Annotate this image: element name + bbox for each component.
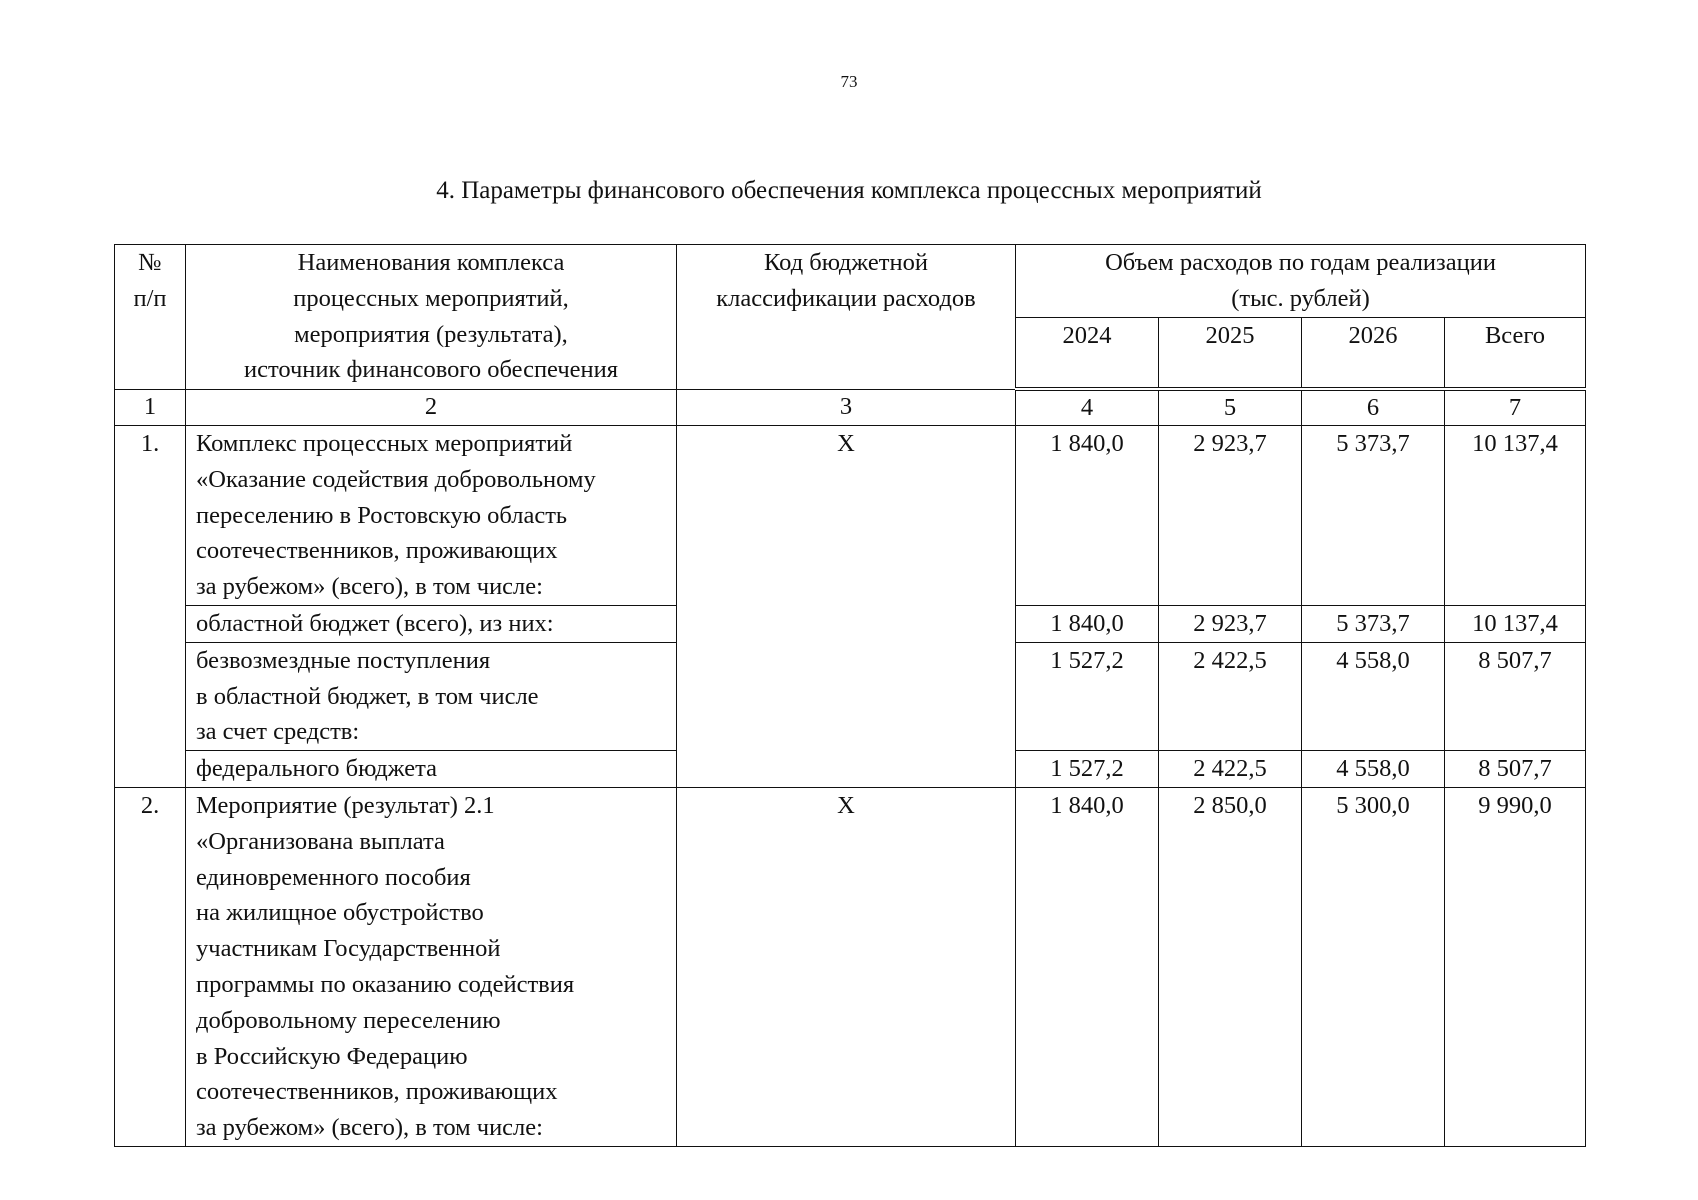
- column-number: 6: [1302, 389, 1445, 426]
- section-title: 4. Параметры финансового обеспечения комплекса процессных мероприятий: [436, 177, 1262, 204]
- header-year-2026: 2026: [1302, 317, 1445, 389]
- row-name: областной бюджет (всего), из них:: [186, 606, 677, 643]
- header-total: Всего: [1445, 317, 1586, 389]
- value-2026: 5 373,7: [1302, 426, 1445, 606]
- value-2026: 5 300,0: [1302, 788, 1445, 1147]
- column-number: 7: [1445, 389, 1586, 426]
- value-2026: 4 558,0: [1302, 642, 1445, 750]
- value-2024: 1 840,0: [1016, 788, 1159, 1147]
- value-2025: 2 422,5: [1159, 642, 1302, 750]
- header-year-2025: 2025: [1159, 317, 1302, 389]
- row-name: Комплекс процессных мероприятий «Оказание содействия добровольному переселению в Ростовскую область соотечественников, проживающих за рубежом» (всего), в том числе:: [186, 426, 677, 606]
- value-total: 10 137,4: [1445, 606, 1586, 643]
- header-budget-code: Код бюджетной классификации расходов: [677, 245, 1016, 390]
- value-2024: 1 840,0: [1016, 606, 1159, 643]
- value-total: 8 507,7: [1445, 642, 1586, 750]
- value-total: 8 507,7: [1445, 751, 1586, 788]
- value-2024: 1 840,0: [1016, 426, 1159, 606]
- budget-code: X: [677, 788, 1016, 1147]
- column-numbers-row: [115, 389, 1586, 426]
- value-2025: 2 923,7: [1159, 426, 1302, 606]
- row-name: безвозмездные поступления в областной бюджет, в том числе за счет средств:: [186, 642, 677, 750]
- value-total: 10 137,4: [1445, 426, 1586, 606]
- value-2025: 2 923,7: [1159, 606, 1302, 643]
- page-number: 73: [840, 72, 858, 91]
- column-number: 2: [186, 389, 677, 426]
- column-number: 3: [677, 389, 1016, 426]
- value-2025: 2 850,0: [1159, 788, 1302, 1147]
- header-number: № п/п: [115, 245, 186, 390]
- row-number: 2.: [115, 788, 186, 1147]
- budget-code: X: [677, 426, 1016, 788]
- header-year-2024: 2024: [1016, 317, 1159, 389]
- table-row: [115, 426, 1586, 606]
- value-total: 9 990,0: [1445, 788, 1586, 1147]
- value-2025: 2 422,5: [1159, 751, 1302, 788]
- value-2024: 1 527,2: [1016, 751, 1159, 788]
- column-number: 4: [1016, 389, 1159, 426]
- header-name: Наименования комплекса процессных мероприятий, мероприятия (результата), источник финансового обеспечения: [186, 245, 677, 390]
- column-number: 1: [115, 389, 186, 426]
- financing-table: [114, 244, 1586, 1147]
- value-2024: 1 527,2: [1016, 642, 1159, 750]
- value-2026: 4 558,0: [1302, 751, 1445, 788]
- table-row: [115, 788, 1586, 1147]
- value-2026: 5 373,7: [1302, 606, 1445, 643]
- row-name: Мероприятие (результат) 2.1 «Организована выплата единовременного пособия на жилищное обустройство участникам Государственной программы по оказанию содействия добровольному переселению в Российскую Федерацию соотечественников, проживающих за рубежом» (всего), в том числе:: [186, 788, 677, 1147]
- row-name: федерального бюджета: [186, 751, 677, 788]
- row-number: 1.: [115, 426, 186, 788]
- header-volume: Объем расходов по годам реализации (тыс. рублей): [1016, 245, 1586, 318]
- column-number: 5: [1159, 389, 1302, 426]
